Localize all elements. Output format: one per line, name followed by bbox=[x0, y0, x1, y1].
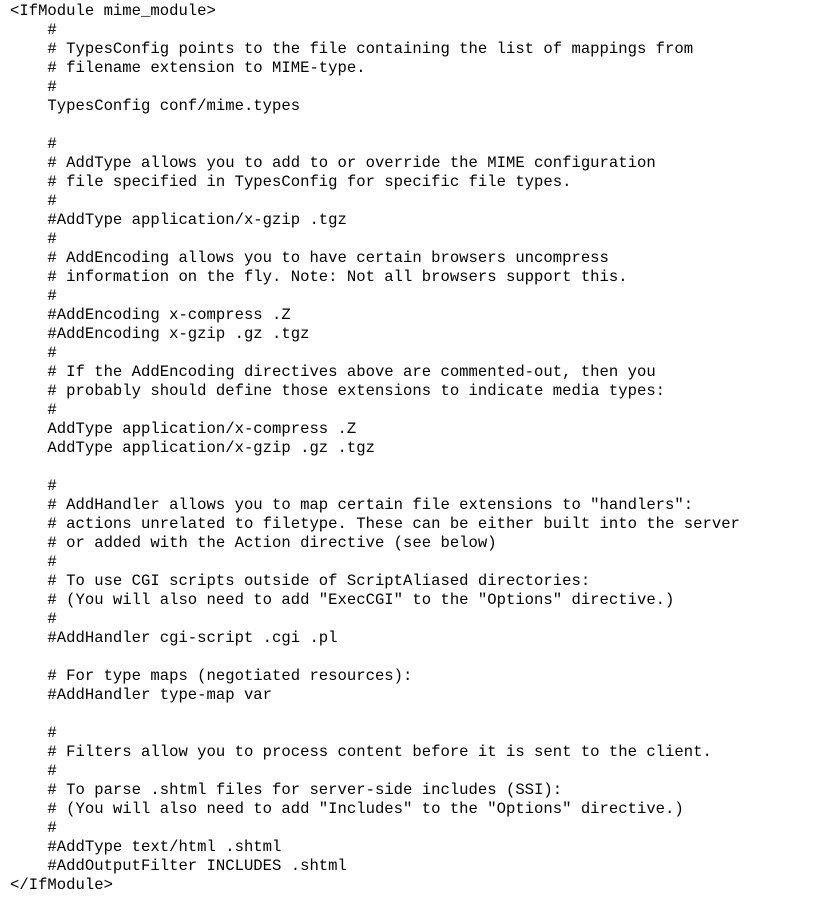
code-line-5: # bbox=[10, 78, 57, 96]
code-line-17: #AddEncoding x-compress .Z bbox=[10, 306, 291, 324]
code-line-3: # TypesConfig points to the file containing the list of mappings from bbox=[10, 40, 694, 58]
code-line-26: # bbox=[10, 477, 57, 495]
code-line-20: # If the AddEncoding directives above are commented-out, then you bbox=[10, 363, 656, 381]
code-line-4: # filename extension to MIME-type. bbox=[10, 59, 366, 77]
code-line-28: # actions unrelated to filetype. These can be either built into the server bbox=[10, 515, 740, 533]
code-line-44: # bbox=[10, 819, 57, 837]
code-line-1: <IfModule mime_module> bbox=[10, 2, 216, 20]
code-line-45: #AddType text/html .shtml bbox=[10, 838, 282, 856]
code-line-15: # information on the fly. Note: Not all browsers support this. bbox=[10, 268, 628, 286]
code-line-13: # bbox=[10, 230, 57, 248]
code-line-11: # bbox=[10, 192, 57, 210]
code-line-31: # To use CGI scripts outside of ScriptAliased directories: bbox=[10, 572, 591, 590]
config-code-block bbox=[10, 2, 835, 895]
code-line-35 bbox=[10, 648, 835, 667]
code-line-38 bbox=[10, 705, 835, 724]
code-line-9: # AddType allows you to add to or override the MIME configuration bbox=[10, 154, 656, 172]
code-line-14: # AddEncoding allows you to have certain browsers uncompress bbox=[10, 249, 609, 267]
code-line-46: #AddOutputFilter INCLUDES .shtml bbox=[10, 857, 347, 875]
code-line-2: # bbox=[10, 21, 57, 39]
code-line-37: #AddHandler type-map var bbox=[10, 686, 273, 704]
code-line-23: AddType application/x-compress .Z bbox=[10, 420, 357, 438]
code-line-16: # bbox=[10, 287, 57, 305]
code-line-6: TypesConfig conf/mime.types bbox=[10, 97, 301, 115]
code-line-19: # bbox=[10, 344, 57, 362]
code-line-8: # bbox=[10, 135, 57, 153]
code-line-40: # Filters allow you to process content before it is sent to the client. bbox=[10, 743, 712, 761]
code-line-27: # AddHandler allows you to map certain file extensions to "handlers": bbox=[10, 496, 694, 514]
code-line-24: AddType application/x-gzip .gz .tgz bbox=[10, 439, 375, 457]
code-line-7 bbox=[10, 116, 835, 135]
code-line-32: # (You will also need to add "ExecCGI" to the "Options" directive.) bbox=[10, 591, 675, 609]
code-line-18: #AddEncoding x-gzip .gz .tgz bbox=[10, 325, 310, 343]
code-line-43: # (You will also need to add "Includes" to the "Options" directive.) bbox=[10, 800, 684, 818]
code-line-21: # probably should define those extensions to indicate media types: bbox=[10, 382, 666, 400]
code-line-30: # bbox=[10, 553, 57, 571]
code-line-33: # bbox=[10, 610, 57, 628]
code-line-36: # For type maps (negotiated resources): bbox=[10, 667, 413, 685]
code-line-12: #AddType application/x-gzip .tgz bbox=[10, 211, 347, 229]
code-line-41: # bbox=[10, 762, 57, 780]
code-line-39: # bbox=[10, 724, 57, 742]
code-line-22: # bbox=[10, 401, 57, 419]
code-line-47: </IfModule> bbox=[10, 876, 113, 894]
code-line-29: # or added with the Action directive (see below) bbox=[10, 534, 497, 552]
code-line-34: #AddHandler cgi-script .cgi .pl bbox=[10, 629, 338, 647]
code-line-10: # file specified in TypesConfig for specific file types. bbox=[10, 173, 572, 191]
code-line-25 bbox=[10, 458, 835, 477]
code-line-42: # To parse .shtml files for server-side includes (SSI): bbox=[10, 781, 563, 799]
